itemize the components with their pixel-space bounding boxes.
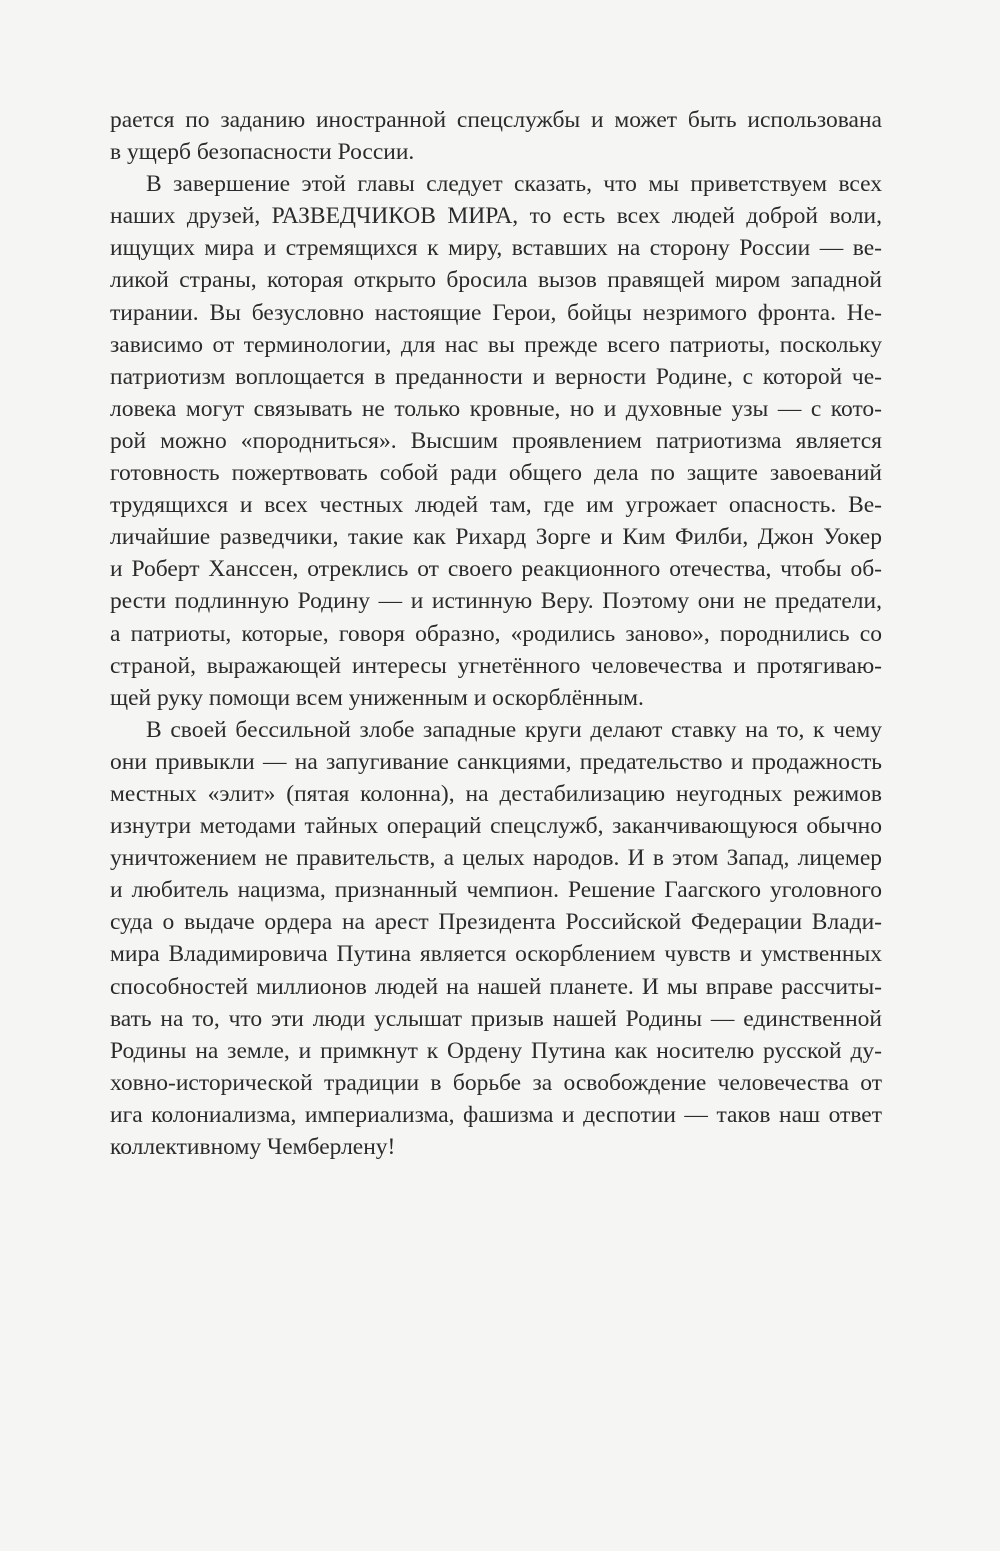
text-line: наших друзей, РАЗВЕДЧИКОВ МИРА, то есть всех людей доброй воли, bbox=[110, 203, 882, 230]
text-line: Родины на земле, и примкнут к Ордену Путина как носителю русской ду- bbox=[110, 1037, 882, 1064]
page-text bbox=[110, 104, 882, 1163]
text-line: мира Владимировича Путина является оскорблением чувств и умственных bbox=[110, 941, 882, 968]
text-line: В своей бессильной злобе западные круги делают ставку на то, к чему bbox=[146, 716, 882, 743]
text-line: ищущих мира и стремящихся к миру, вставших на сторону России — ве- bbox=[110, 235, 882, 262]
text-line: личайшие разведчики, такие как Рихард Зорге и Ким Филби, Джон Уокер bbox=[110, 524, 882, 551]
text-line: страной, выражающей интересы угнетённого человечества и протягиваю- bbox=[110, 652, 882, 679]
text-line: ловека могут связывать не только кровные, но и духовные узы — с кото- bbox=[110, 395, 882, 422]
text-line: рой можно «породниться». Высшим проявлением патриотизма является bbox=[110, 427, 882, 454]
text-line: рается по заданию иностранной спецслужбы и может быть использована bbox=[110, 107, 882, 133]
text-line: трудящихся и всех честных людей там, где им угрожает опасность. Ве- bbox=[110, 492, 882, 519]
text-line: способностей миллионов людей на нашей планете. И мы вправе рассчиты- bbox=[110, 973, 882, 1000]
text-line: суда о выдаче ордера на арест Президента Российской Федерации Влади- bbox=[110, 909, 882, 936]
text-line: и любитель нацизма, признанный чемпион. Решение Гаагского уголовного bbox=[110, 877, 882, 904]
text-line: В завершение этой главы следует сказать, что мы приветствуем всех bbox=[146, 171, 882, 198]
text-line: готовность пожертвовать собой ради общего дела по защите завоеваний bbox=[110, 460, 882, 487]
text-line: патриотизм воплощается в преданности и верности Родине, с которой че- bbox=[110, 363, 882, 390]
text-line: ховно-исторической традиции в борьбе за освобождение человечества от bbox=[110, 1069, 882, 1096]
text-line: уничтожением не правительств, а целых народов. И в этом Запад, лицемер bbox=[110, 845, 882, 872]
text-line: тирании. Вы безусловно настоящие Герои, бойцы незримого фронта. Не- bbox=[110, 299, 882, 326]
text-line: в ущерб безопасности России. bbox=[110, 139, 415, 166]
text-line: вать на то, что эти люди услышат призыв нашей Родины — единственной bbox=[110, 1005, 882, 1032]
text-line: ига колониализма, империализма, фашизма и деспотии — таков наш ответ bbox=[110, 1101, 882, 1128]
text-line: изнутри методами тайных операций спецслужб, заканчивающуюся обычно bbox=[110, 813, 882, 840]
text-line: коллективному Чемберлену! bbox=[110, 1134, 396, 1160]
text-line: рести подлинную Родину — и истинную Веру. Поэтому они не предатели, bbox=[110, 588, 882, 615]
text-line: а патриоты, которые, говоря образно, «родились заново», породнились со bbox=[110, 620, 882, 647]
text-line: щей руку помощи всем униженным и оскорблённым. bbox=[110, 684, 644, 711]
text-line: они привыкли — на запугивание санкциями, предательство и продажность bbox=[110, 748, 882, 775]
text-line: и Роберт Ханссен, отреклись от своего реакционного отечества, чтобы об- bbox=[110, 556, 882, 583]
text-line: зависимо от терминологии, для нас вы прежде всего патриоты, поскольку bbox=[110, 331, 882, 358]
text-line: ликой страны, которая открыто бросила вызов правящей миром западной bbox=[110, 267, 882, 294]
text-line: местных «элит» (пятая колонна), на дестабилизацию неугодных режимов bbox=[110, 780, 882, 807]
